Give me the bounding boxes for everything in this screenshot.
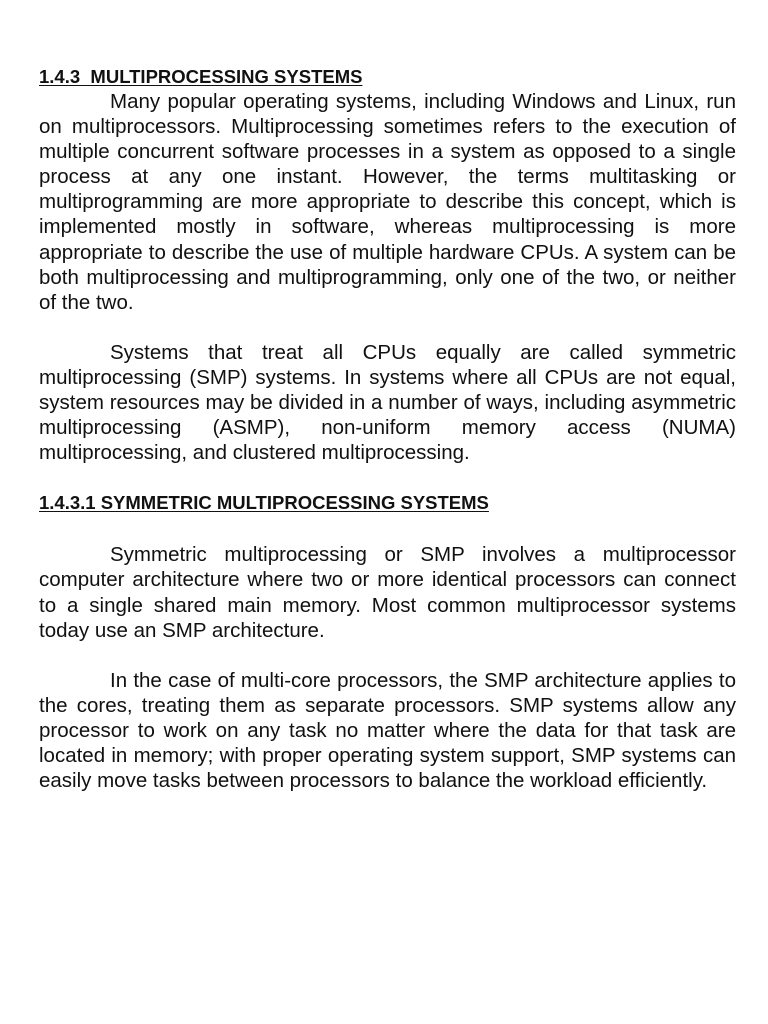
paragraph-multi-core: In the case of multi-core processors, the SMP architecture applies to the cores, treating them as separate processors. SMP systems allow any processor to work on any task no matter where the data for that task are located in memory; with proper operating system support, SMP systems can easily move tasks between processors to balance the workload efficiently. [39, 668, 736, 793]
section-heading-symmetric-multiprocessing: 1.4.3.1 SYMMETRIC MULTIPROCESSING SYSTEMS [39, 492, 489, 514]
paragraph-multiprocessing-intro: Many popular operating systems, including Windows and Linux, run on multiprocessors. Multiprocessing sometimes refers to the execution of multiple concurrent software processes in a system as opposed to a single process at any one instant. However, the terms multitasking or multiprogramming are more appropriate to describe this concept, which is implemented mostly in software, whereas multiprocessing is more appropriate to describe the use of multiple hardware CPUs. A system can be both multiprocessing and multiprogramming, only one of the two, or neither of the two. [39, 90, 736, 314]
document-page [39, 64, 736, 793]
paragraph-smp-definition: Systems that treat all CPUs equally are called symmetric multiprocessing (SMP) systems. In systems where all CPUs are not equal, system resources may be divided in a number of ways, including asymmetric multiprocessing (ASMP), non-uniform memory access (NUMA) multiprocessing, and clustered multiprocessing. [39, 340, 736, 465]
section-heading-multiprocessing-systems: 1.4.3 MULTIPROCESSING SYSTEMS [39, 66, 363, 87]
paragraph-smp-architecture: Symmetric multiprocessing or SMP involves a multiprocessor computer architecture where two or more identical processors can connect to a single shared main memory. Most common multiprocessor systems today use an SMP architecture. [39, 543, 736, 642]
